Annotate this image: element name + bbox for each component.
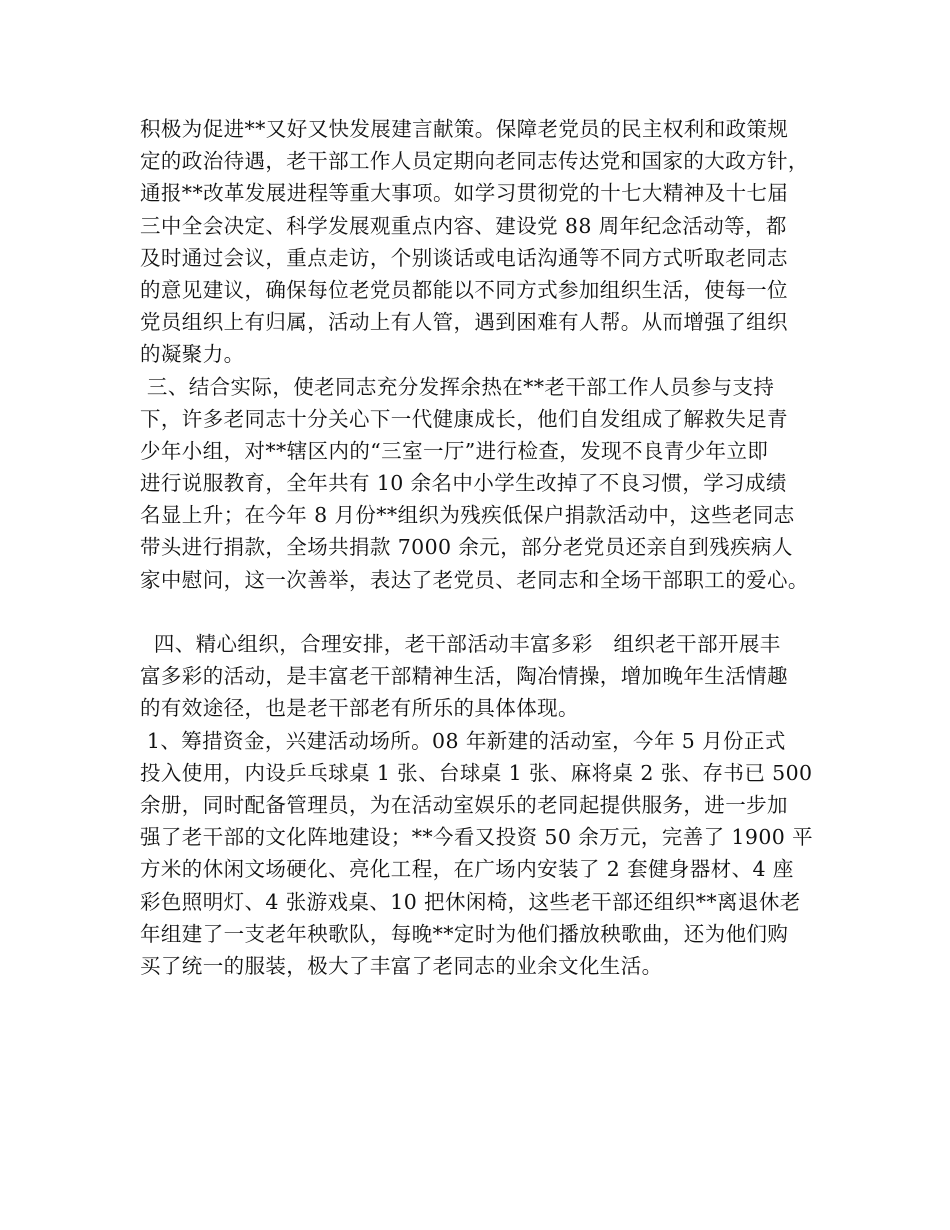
document-page (140, 113, 830, 982)
paragraph-spacer (140, 596, 830, 628)
paragraph-section-three (140, 371, 830, 596)
text-line: 的意见建议，确保每位老党员都能以不同方式参加组织生活，使每一位 (140, 277, 788, 302)
text-line: 党员组织上有归属，活动上有人管，遇到困难有人帮。从而增强了组织 (140, 310, 788, 335)
text-line: 的有效途径，也是老干部老有所乐的具体体现。 (140, 696, 579, 721)
text-line: 富多彩的活动，是丰富老干部精神生活，陶冶情操，增加晚年生活情趣 (140, 664, 788, 689)
paragraph-item-one (140, 725, 830, 983)
text-line: 家中慰问，这一次善举，表达了老党员、老同志和全场干部职工的爱心。 (140, 567, 809, 592)
text-line: 买了统一的服装，极大了丰富了老同志的业余文化生活。 (140, 953, 663, 978)
paragraph-section-four (140, 628, 830, 725)
text-line: 的凝聚力。 (140, 342, 245, 367)
text-line: 及时通过会议，重点走访，个别谈话或电话沟通等不同方式听取老同志 (140, 245, 788, 270)
text-line: 1、筹措资金，兴建活动场所。08 年新建的活动室，今年 5 月份正式 (140, 728, 786, 753)
text-line: 方米的休闲文场硬化、亮化工程，在广场内安装了 2 套健身器材、4 座 (140, 857, 794, 882)
text-line: 强了老干部的文化阵地建设；**今看又投资 50 余万元，完善了 1900 平 (140, 825, 814, 850)
text-line: 三、结合实际，使老同志充分发挥余热在**老干部工作人员参与支持 (140, 374, 775, 399)
text-line: 年组建了一支老年秧歌队，每晚**定时为他们播放秧歌曲，还为他们购 (140, 921, 789, 946)
paragraph-party-rights (140, 113, 830, 371)
text-line: 积极为促进**又好又快发展建言献策。保障老党员的民主权利和政策规 (140, 117, 789, 141)
text-line: 三中全会决定、科学发展观重点内容、建设党 88 周年纪念活动等，都 (140, 213, 787, 238)
text-line: 进行说服教育，全年共有 10 余名中小学生改掉了不良习惯，学习成绩 (140, 471, 787, 496)
text-line: 通报**改革发展进程等重大事项。如学习贯彻党的十七大精神及十七届 (140, 181, 789, 206)
text-line: 带头进行捐款，全场共捐款 7000 余元，部分老党员还亲自到残疾病人 (140, 535, 793, 560)
text-line: 名显上升；在今年 8 月份**组织为残疾低保户捐款活动中，这些老同志 (140, 503, 795, 528)
text-line: 定的政治待遇，老干部工作人员定期向老同志传达党和国家的大政方针， (140, 149, 809, 174)
text-line: 少年小组，对**辖区内的“三室一厅”进行检查，发现不良青少年立即 (140, 438, 769, 463)
text-line: 四、精心组织，合理安排，老干部活动丰富多彩 组织老干部开展丰 (140, 632, 781, 656)
text-line: 投入使用，内设乒乓球桌 1 张、台球桌 1 张、麻将桌 2 张、存书已 500 (140, 760, 813, 785)
text-line: 下，许多老同志十分关心下一代健康成长，他们自发组成了解救失足青 (140, 406, 788, 431)
text-line: 彩色照明灯、4 张游戏桌、10 把休闲椅，这些老干部还组织**离退休老 (140, 889, 801, 914)
text-line: 余册，同时配备管理员，为在活动室娱乐的老同起提供服务，进一步加 (140, 792, 788, 817)
